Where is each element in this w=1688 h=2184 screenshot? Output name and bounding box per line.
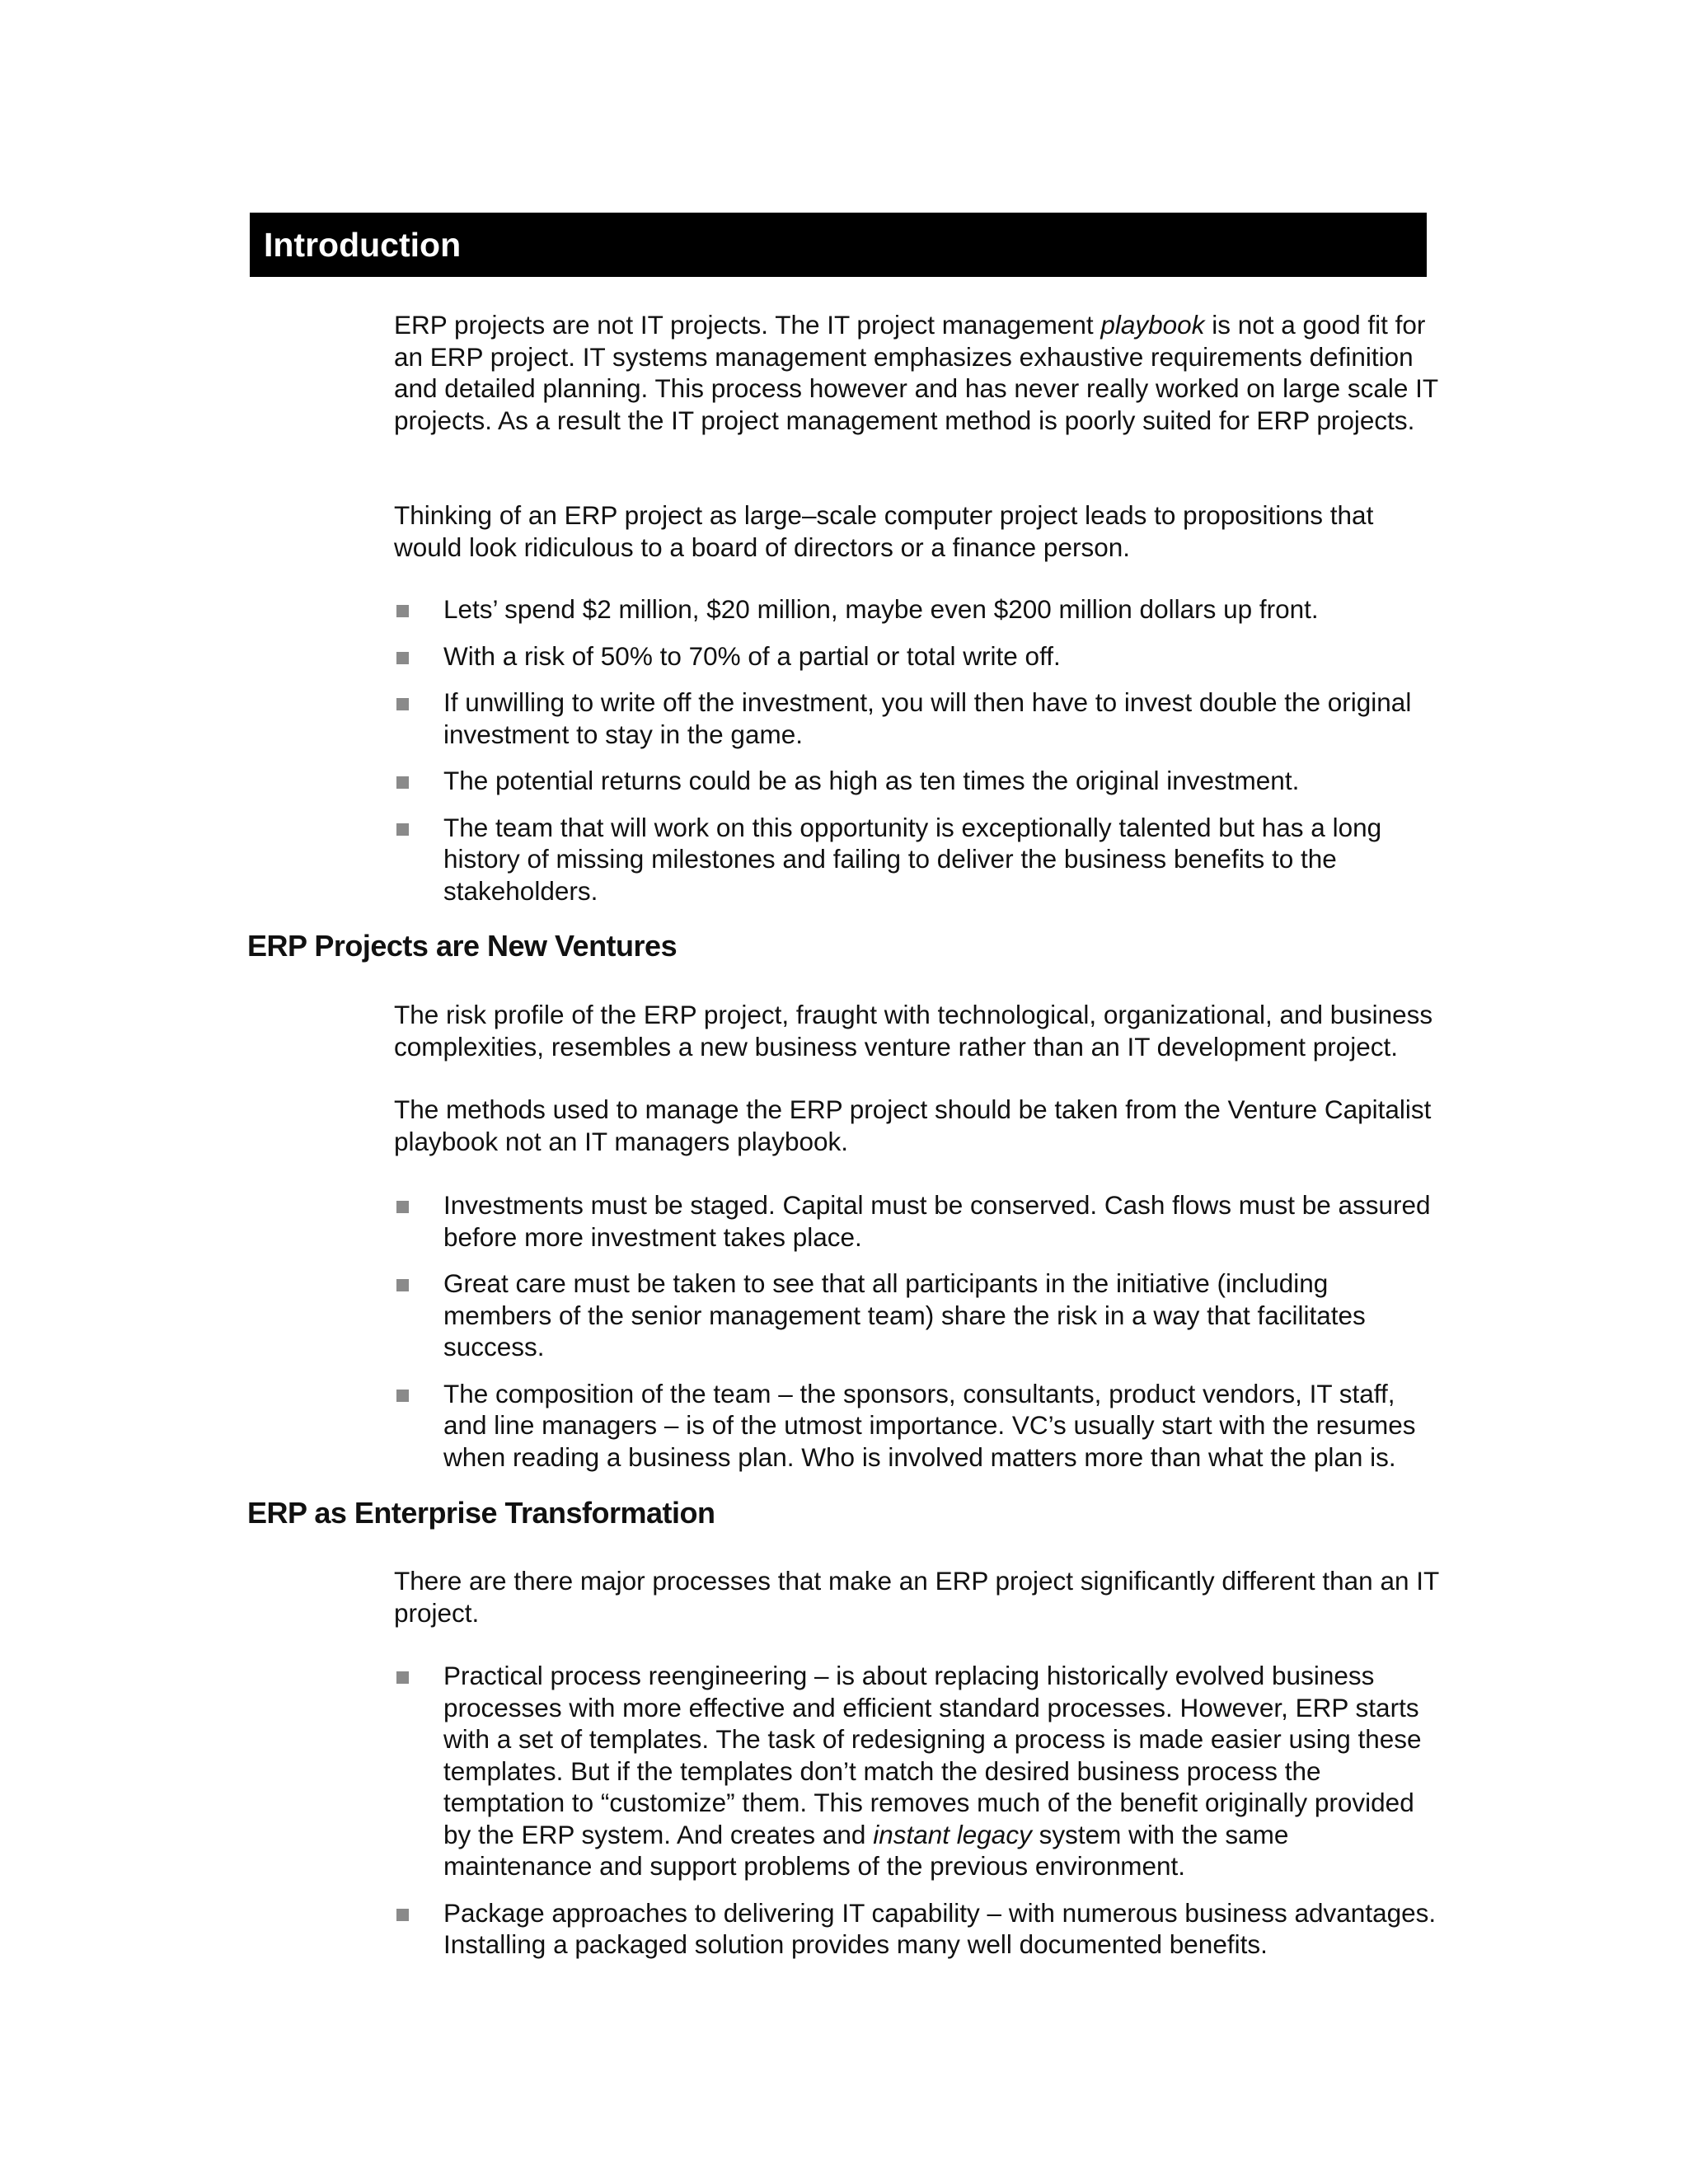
list-item: The team that will work on this opportunity is exceptionally talented but has a long history of missing milestones and failing to deliver the business benefits to the stakeholders.	[394, 812, 1441, 907]
square-bullet-icon	[396, 776, 409, 789]
section-heading-new-ventures: ERP Projects are New Ventures	[247, 929, 678, 963]
section-title-introduction: Introduction	[250, 213, 1427, 277]
list-item: Investments must be staged. Capital must be conserved. Cash flows must be assured before more investment takes place.	[394, 1189, 1441, 1253]
square-bullet-icon	[396, 1909, 409, 1921]
square-bullet-icon	[396, 1279, 409, 1291]
list-item: Practical process reengineering – is about replacing historically evolved business processes with more effective and efficient standard processes. However, ERP starts with a set of templates. The task of redesigning a process is made easier using these templates. But if the templates don’t match the desired business process the temptation to “customize” them. This removes much of the benefit originally provided by the ERP system. And creates and instant legacy system with the same maintenance and support problems of the previous environment.	[394, 1660, 1441, 1882]
list-item: The potential returns could be as high as ten times the original investment.	[394, 765, 1441, 797]
square-bullet-icon	[396, 698, 409, 710]
ventures-paragraph-2: The methods used to manage the ERP project should be taken from the Venture Capitalist playbook not an IT managers playbook.	[394, 1094, 1432, 1156]
square-bullet-icon	[396, 1201, 409, 1213]
ventures-paragraph-1: The risk profile of the ERP project, fraught with technological, organizational, and business complexities, resembles a new business venture rather than an IT development project.	[394, 1000, 1433, 1062]
list-item: Great care must be taken to see that all participants in the initiative (including members of the senior management team) share the risk in a way that facilitates success.	[394, 1268, 1441, 1363]
square-bullet-icon	[396, 823, 409, 836]
square-bullet-icon	[396, 605, 409, 617]
list-item: Lets’ spend $2 million, $20 million, maybe even $200 million dollars up front.	[394, 593, 1441, 626]
ventures-bullet-list	[394, 1189, 1441, 1488]
transformation-paragraph-1: There are there major processes that make an ERP project significantly different than an IT project.	[394, 1566, 1439, 1628]
intro-paragraph-2: Thinking of an ERP project as large–scale computer project leads to propositions that would look ridiculous to a board of directors or a finance person.	[394, 500, 1374, 562]
intro-bullet-list	[394, 593, 1441, 921]
list-item: The composition of the team – the sponsors, consultants, product vendors, IT staff, and line managers – is of the utmost importance. VC’s usually start with the resumes when reading a business plan. Who is involved matters more than what the plan is.	[394, 1378, 1441, 1474]
square-bullet-icon	[396, 1390, 409, 1402]
section-heading-enterprise-transformation: ERP as Enterprise Transformation	[247, 1496, 715, 1530]
list-item: With a risk of 50% to 70% of a partial or total write off.	[394, 640, 1441, 673]
list-item: If unwilling to write off the investment, you will then have to invest double the original investment to stay in the game.	[394, 687, 1441, 750]
list-item: Package approaches to delivering IT capability – with numerous business advantages. Installing a packaged solution provides many well documented benefits.	[394, 1897, 1441, 1961]
square-bullet-icon	[396, 1671, 409, 1684]
intro-paragraph-1: ERP projects are not IT projects. The IT project management playbook is not a good fit for an ERP project. IT systems management emphasizes exhaustive requirements definition and detailed planning. This process however and has never really worked on large scale IT projects. As a result the IT project management method is poorly suited for ERP projects.	[394, 310, 1438, 435]
square-bullet-icon	[396, 652, 409, 664]
transformation-bullet-list	[394, 1660, 1441, 1975]
